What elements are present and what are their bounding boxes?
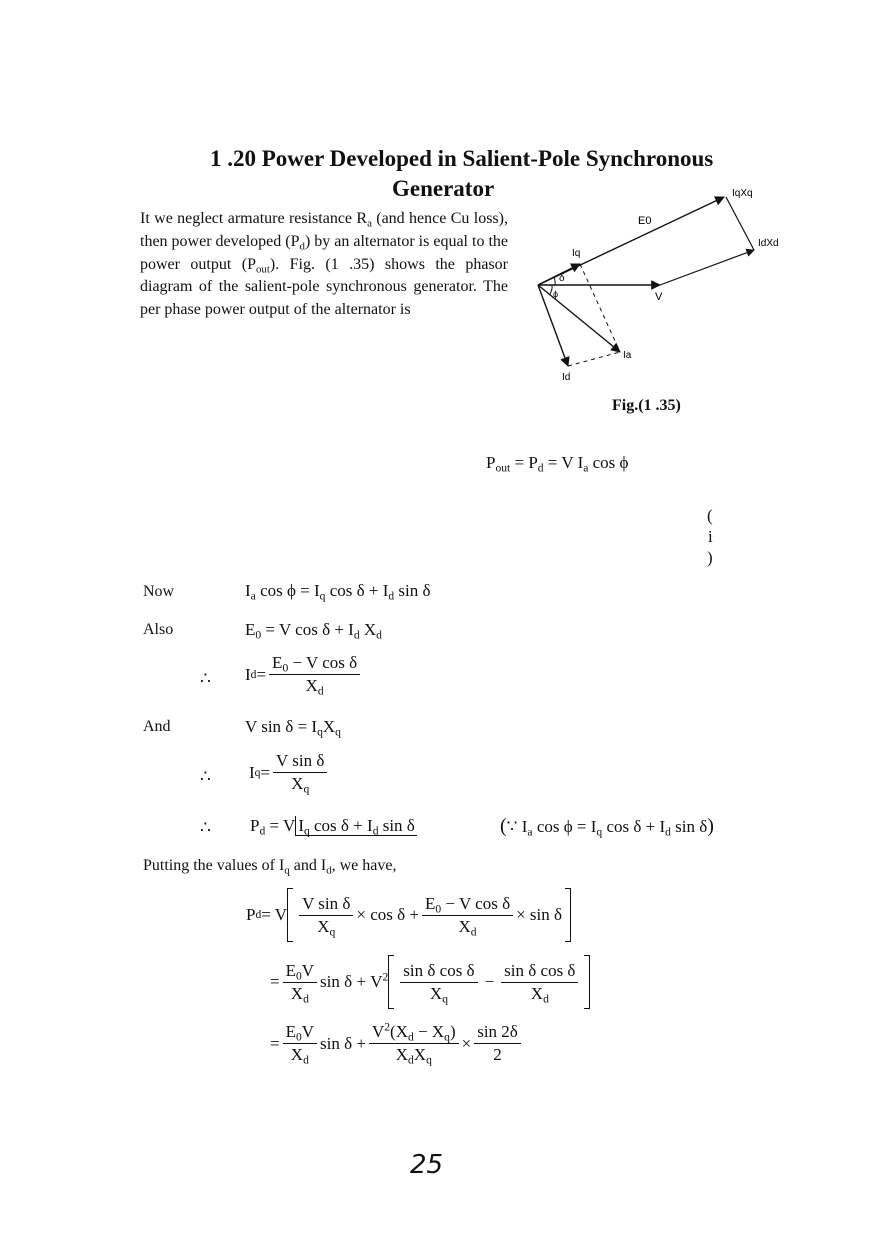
equation-iq: I q = $\frac{\text{V sin δ}}{X_q}$ — [249, 751, 330, 794]
label-also: Also — [143, 621, 174, 638]
fraction-line2-a: $\frac{E_0V}{X_d}$ — [283, 961, 317, 1004]
phasor-diagram — [520, 180, 820, 390]
delta-arc — [554, 277, 555, 285]
equation-also: $E_0 = V$ $\cos \delta + I_d$ $X_d$ — [245, 620, 382, 642]
equation-because: (∵ $I_a$ $\cos \phi = I_q$ $\cos \delta + I_d$ sin δ) — [500, 815, 714, 839]
equation-number-open: ( — [707, 506, 713, 525]
page-number: 25 — [410, 1150, 444, 1180]
figure-caption: Fig.(1 .35) — [612, 397, 681, 414]
fraction-line3-c: $\frac{\sin 2\delta}{2}$ — [474, 1022, 521, 1065]
label-e0: E0 — [638, 215, 652, 227]
label-delta: δ — [559, 273, 565, 284]
label-ia: Ia — [623, 350, 632, 361]
phi-arc — [550, 285, 552, 294]
fraction-line1-a: $\frac{\text{V sin δ}}{X_q}$ — [299, 894, 353, 937]
label-phi: ϕ — [553, 289, 559, 299]
section-title-line1: 1 .20 Power Developed in Salient-Pole Synchronous — [210, 146, 714, 171]
phasor-idxd-drop — [726, 197, 754, 250]
fraction-iq: $\frac{\text{V sin δ}}{X_q}$ — [273, 751, 327, 794]
label-idxd: IdXd — [758, 238, 779, 249]
equation-number-mid: i — [708, 527, 713, 546]
label-now: Now — [143, 583, 175, 600]
label-id: Id — [562, 372, 571, 383]
therefore-symbol-3: ∴ — [200, 818, 211, 837]
section-title-line2: Generator — [392, 176, 495, 201]
therefore-symbol-1: ∴ — [200, 669, 211, 688]
equation-pout: $P_{out} = P_d = V$ $I_a$ cos ϕ — [486, 453, 629, 475]
label-iqxq: IqXq — [732, 188, 753, 199]
equation-number-close: ) — [707, 548, 713, 567]
therefore-symbol-2: ∴ — [200, 767, 211, 786]
equation-id: I d = $\frac{E_0 - V \cos \delta}{X_d}$ — [245, 653, 363, 696]
fraction-line3-a: $\frac{E_0V}{X_d}$ — [283, 1022, 317, 1065]
equation-pd-expanded-line3: = $\frac{E_0V}{X_d}$ sin δ + $\frac{V^2(X_d - X_q)}{X_dX_q}$ × $\frac{\sin 2\delta}{2}$ — [270, 1022, 524, 1065]
label-and: And — [143, 718, 171, 735]
equation-pd-expanded-line1: P d = V $\frac{\text{V sin δ}}{X_q}$ × cos δ + $\frac{E_0 - V \cos \delta}{X_d}$ × sin δ — [246, 888, 571, 942]
dashed-projection-id — [568, 352, 620, 366]
equation-and: V $\sin \delta = I_qX_q$ — [245, 717, 341, 739]
label-iq: Iq — [572, 248, 581, 259]
dashed-projection-iq — [580, 264, 620, 352]
equation-pd: $P_d = V$ $I_q$ $\cos \delta + I_d$ sin δ — [250, 816, 415, 838]
fraction-line1-b: $\frac{E_0 - V \cos \delta}{X_d}$ — [422, 894, 513, 937]
fraction-line3-b: $\frac{V^2(X_d - X_q)}{X_dX_q}$ — [369, 1022, 459, 1065]
fraction-line2-c: $\frac{\text{sin δ cos δ}}{X_d}$ — [501, 961, 578, 1004]
phasor-iqxq-drop — [660, 250, 754, 285]
equation-now: $I_a$ $\cos \phi = I_q$ $\cos \delta + I_d$ sin δ — [245, 581, 431, 603]
equation-pd-expanded-line2: = $\frac{E_0V}{X_d}$ $\sin \delta + V^2$ $\frac{\text{sin δ cos δ}}{X_q}$ − $\frac{\text{sin δ cos δ}}{X_d}$ — [270, 955, 590, 1009]
label-v: V — [655, 291, 663, 303]
fraction-line2-b: $\frac{\text{sin δ cos δ}}{X_q}$ — [400, 961, 477, 1004]
fraction-id: $\frac{E_0 - V \cos \delta}{X_d}$ — [269, 653, 360, 696]
intro-paragraph: It we neglect armature resistance $R_a$ (and hence Cu loss), then power developed $(P_d)$ by an alternator is equal to the power output $(P_{out})$. Fig. (1 .35) shows the phasor diagram of the salient-pole synchronous generator. The per phase power output of the alternator is — [140, 210, 508, 319]
putting-values-text: Putting the values of $I_q$ and $I_d$, we have, — [143, 857, 397, 877]
